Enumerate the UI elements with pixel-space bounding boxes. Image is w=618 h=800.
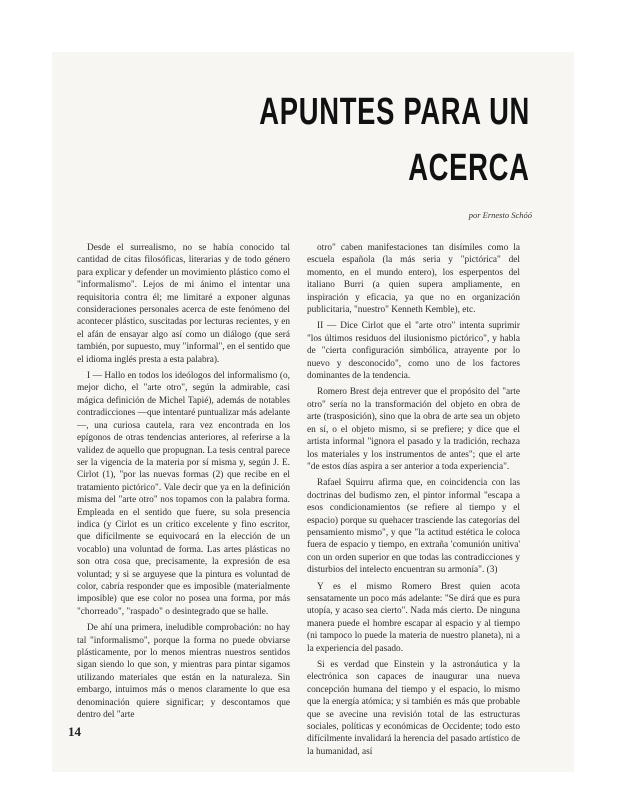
paragraph: Y es el mismo Romero Brest quien acota sensatamente un poco más adelante: "Se dirá que es pura utopía, y acaso sea cierto". Nada más cierto. De ninguna manera puede el hombre escapar al espacio y al tiempo (ni tampoco lo puede la materia de nuestro planeta), ni a la experiencia del pasado.	[307, 581, 520, 654]
paragraph: II — Dice Cirlot que el "arte otro" intenta suprimir "los últimos residuos del ilusionismo pictórico", y habla de "cierta configuración simbólica, atrayente por lo nuevo y desconocido", como uno de los factores dominantes de la tendencia.	[307, 321, 520, 382]
paragraph: Si es verdad que Einstein y la astronáutica y la electrónica son capaces de inaugurar una nueva concepción humana del tiempo y el espacio, lo mismo que la energía atómica; y si también es más que probable que se avecine una revisión total de las estructuras sociales, políticas y económicas de Occidente; todo esto difícilmente invalidará la herencia del pasado artístico de la humanidad, así	[307, 660, 520, 757]
paragraph: I — Hallo en todos los ideólogos del informalismo (o, mejor dicho, el "arte otro", según la admirable, casi mágica definición de Michel Tapié), además de notables contradicciones —que intentaré puntualizar más adelante—, una curiosa cautela, rara vez encontrada en los epígonos de otras tendencias anteriores, al referirse a la validez de aquello que propugnan. La tesis central parece ser la vigencia de la materia por sí misma y, según J. E. Cirlot (1), "por las nuevas formas (2) que recibe en el tratamiento pictórico". Vale decir que ya en la definición misma del "arte otro" nos topamos con la palabra forma. Empleada en el sentido que fuere, su sola presencia indica (y Cirlot es un crítico excelente y fino escritor, que difícilmente se equivocará en la elección de un vocablo) una voluntad de forma. Las artes plásticas no son otra cosa que, precisamente, la expresión de esa voluntad; y si se arguyese que la pintura es voluntad de color, cabría responder que es imposible (materialmente imposible) que ese color no posea una forma, por más "chorreado", "raspado" o desintegrado que se halle.	[77, 371, 290, 617]
article-title-line-1: APUNTES PARA UN	[259, 91, 530, 133]
article-title-line-2: ACERCA	[408, 147, 530, 189]
page-number: 14	[68, 724, 81, 739]
author-byline: por Ernesto Schóó	[468, 210, 532, 220]
left-text-column	[77, 242, 290, 725]
magazine-page	[52, 52, 574, 772]
paragraph: Romero Brest deja entrever que el propósito del "arte otro" sería no la transformación del objeto en obra de arte (trasposición), sino que la obra de arte sea un objeto en sí, o el objeto mismo, si se prefiere; y dice que el artista informal "ignora el pasado y la tradición, rechaza los materiales y los instrumentos de antes"; que el arte "de estos días aspira a ser anterior a toda experiencia".	[307, 387, 520, 472]
paragraph: De ahí una primera, ineludible comprobación: no hay tal "informalismo", porque la forma no puede obviarse plásticamente, por lo menos mientras nuestros sentidos sigan siendo lo que son, y mientras para pintar sigamos utilizando materiales que están en la naturaleza. Sin embargo, intuimos más o menos claramente lo que esa denominación quiere significar; y descontamos que dentro del "arte	[77, 623, 290, 721]
paragraph: otro" caben manifestaciones tan disímiles como la escuela española (la más seria y "pictórica" del momento, en el mundo entero), los esperpentos del italiano Burri (a quien supera ampliamente, en inspiración y eficacia, ya que no en organización publicitaria, "nuestro" Kenneth Kemble), etc.	[307, 243, 520, 316]
right-text-column	[307, 242, 520, 762]
paragraph: Rafael Squirru afirma que, en coincidencia con las doctrinas del budismo zen, el pintor informal "escapa a esos condicionamientos (se refiere al tiempo y el espacio) porque su quehacer trasciende las categorías del pensamiento mismo", y que "la actitud estética le coloca fuera de espacio y tiempo, en extraña 'comunión unitiva' con un orden superior en que todas las contradicciones y disturbios del intelecto encuentran su armonía". (3)	[307, 478, 520, 576]
paragraph: Desde el surrealismo, no se había conocido tal cantidad de citas filosóficas, literarias y de todo género para explicar y defender un movimiento plástico como el "informalismo". Lejos de mi ánimo el intentar una requisitoria contra él; me limitaré a exponer algunas consideraciones personales acerca de este fenómeno del acontecer plástico, suscitadas por lecturas recientes, y en el afán de ensayar algo así como un diálogo (que será también, por supuesto, muy "informal", en el sentido que el idioma inglés presta a esta palabra).	[77, 243, 290, 365]
